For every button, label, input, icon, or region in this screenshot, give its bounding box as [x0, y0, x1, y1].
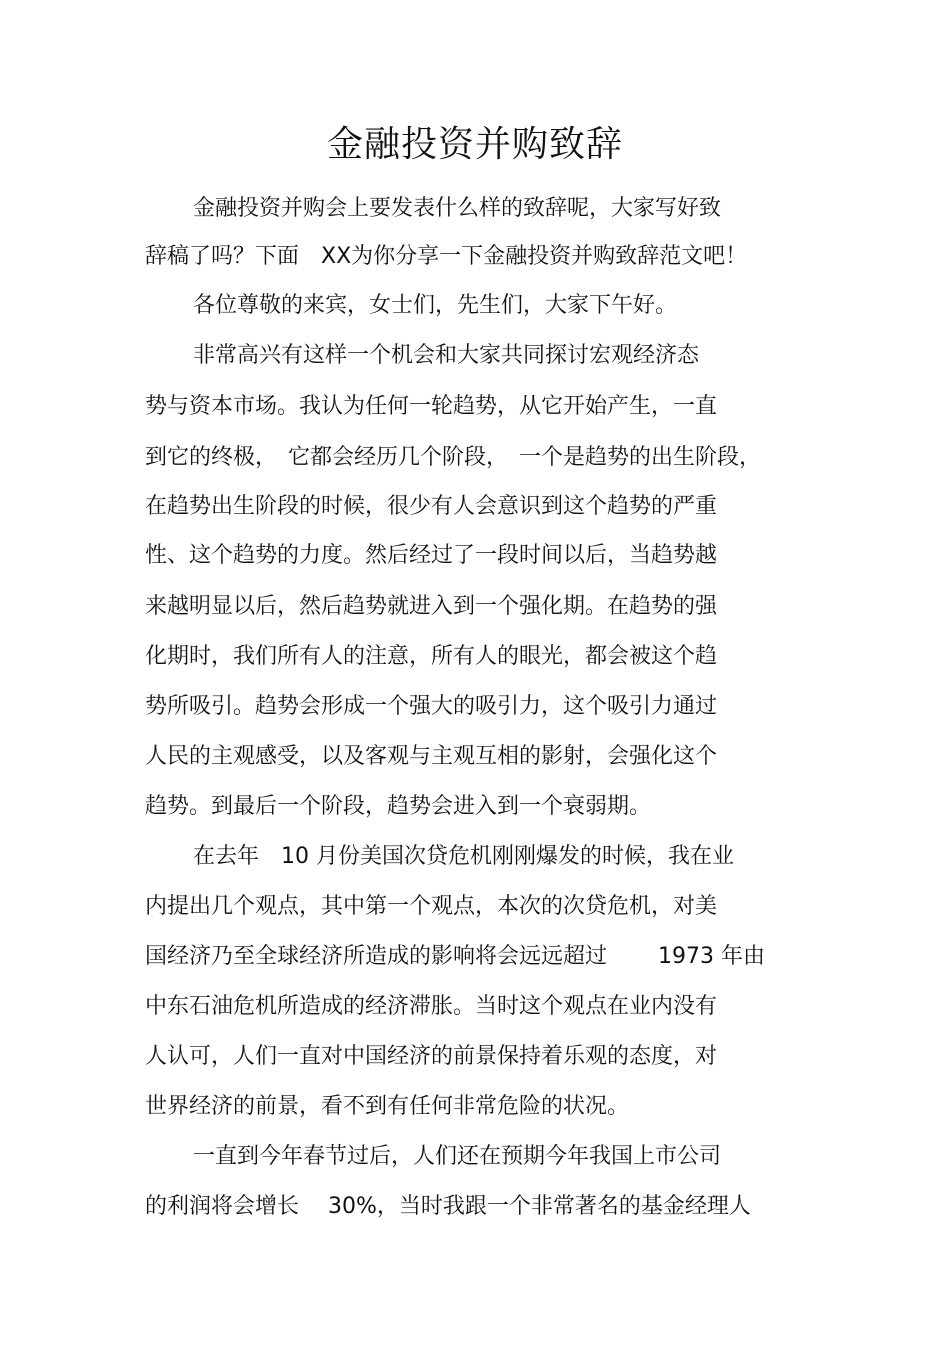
text-line: 世界经济的前景，看不到有任何非常危险的状况。: [145, 1094, 630, 1119]
text-line: 人认可，人们一直对中国经济的前景保持着乐观的态度，对: [145, 1044, 718, 1069]
text-line: 势与资本市场。我认为任何一轮趋势，从它开始产生，一直: [145, 394, 718, 419]
text-line: 化期时，我们所有人的注意，所有人的眼光，都会被这个趋: [145, 644, 718, 669]
document-title: 金融投资并购致辞: [326, 124, 623, 165]
text-line: 各位尊敬的来宾，女士们，先生们，大家下午好。: [193, 293, 678, 318]
text-line: 人民的主观感受，以及客观与主观互相的影射，会强化这个: [145, 744, 718, 769]
text-line: 在趋势出生阶段的时候，很少有人会意识到这个趋势的严重: [145, 494, 718, 519]
text-line: 在去年 10 月份美国次贷危机刚刚爆发的时候，我在业: [193, 844, 734, 869]
text-line: 金融投资并购会上要发表什么样的致辞呢，大家写好致: [193, 196, 722, 221]
text-line: 内提出几个观点，其中第一个观点，本次的次贷危机，对美: [145, 894, 718, 919]
text-line: 的利润将会增长 30%，当时我跟一个非常著名的基金经理人: [145, 1194, 751, 1219]
text-line: 趋势。到最后一个阶段，趋势会进入到一个衰弱期。: [145, 794, 652, 819]
text-line: 一直到今年春节过后，人们还在预期今年我国上市公司: [193, 1144, 722, 1169]
text-line: 中东石油危机所造成的经济滞胀。当时这个观点在业内没有: [145, 994, 718, 1019]
text-line: 非常高兴有这样一个机会和大家共同探讨宏观经济态: [193, 343, 700, 368]
text-line: 来越明显以后，然后趋势就进入到一个强化期。在趋势的强: [145, 594, 718, 619]
text-line: 辞稿了吗？下面 XX为你分享一下金融投资并购致辞范文吧！: [145, 244, 748, 269]
text-line: 性、这个趋势的力度。然后经过了一段时间以后，当趋势越: [145, 543, 718, 568]
text-line: 势所吸引。趋势会形成一个强大的吸引力，这个吸引力通过: [145, 694, 718, 719]
text-line: 国经济乃至全球经济所造成的影响将会远远超过 1973 年由: [145, 944, 765, 969]
text-line: 到它的终极， 它都会经历几个阶段， 一个是趋势的出生阶段，: [145, 445, 762, 470]
